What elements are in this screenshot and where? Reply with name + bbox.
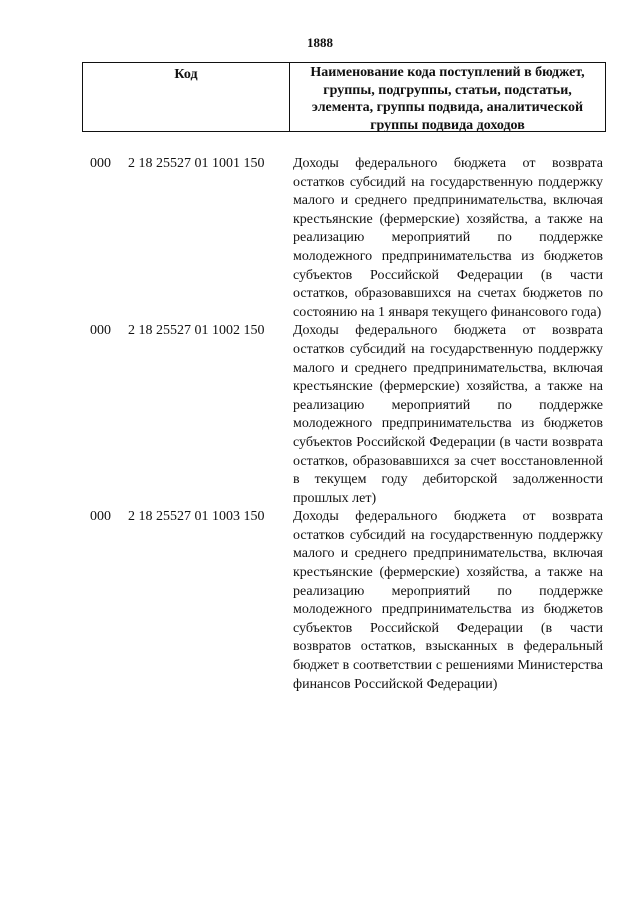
admin-code: 000 bbox=[90, 509, 111, 525]
header-code-column: Код bbox=[83, 63, 290, 131]
table-body bbox=[90, 155, 610, 694]
budget-code: 2 18 25527 01 1001 150 bbox=[128, 156, 265, 171]
header-name-column: Наименование кода поступлений в бюджет, группы, подгруппы, статьи, подстатьи, элемента, группы подвида, аналитической группы подвида доходов bbox=[310, 65, 585, 133]
row-description: Доходы федерального бюджета от возврата остатков субсидий на государственную поддержку малого и среднего предпринимательства, включая крестьянские (фермерские) хозяйства, а также на реализацию мероприятий по поддержке молодежного предпринимательства из бюджетов субъектов Российской Федерации (в части остатков, образовавшихся на счетах бюджетов по состоянию на 1 января текущего финансового года) bbox=[293, 156, 603, 320]
budget-code: 2 18 25527 01 1003 150 bbox=[128, 509, 265, 525]
row-description: Доходы федерального бюджета от возврата остатков субсидий на государственную поддержку малого и среднего предпринимательства, включая крестьянские (фермерские) хозяйства, а также на реализацию мероприятий по поддержке молодежного предпринимательства из бюджетов субъектов Российской Федерации (в части возвратов остатков, взысканных в федеральный бюджет в соответствии с решениями Министерства финансов Российской Федерации) bbox=[293, 509, 603, 692]
page-number: 1888 bbox=[307, 35, 333, 50]
budget-code: 2 18 25527 01 1002 150 bbox=[128, 323, 265, 339]
row-description: Доходы федерального бюджета от возврата остатков субсидий на государственную поддержку малого и среднего предпринимательства, включая крестьянские (фермерские) хозяйства, а также на реализацию мероприятий по поддержке молодежного предпринимательства из бюджетов субъектов Российской Федерации (в части возврата остатков, образовавшихся за счет восстановленной в текущем году дебиторской задолженности прошлых лет) bbox=[293, 323, 603, 506]
table-header bbox=[82, 62, 606, 132]
table-row bbox=[90, 155, 610, 322]
table-row bbox=[90, 508, 610, 694]
admin-code: 000 bbox=[90, 323, 111, 339]
admin-code: 000 bbox=[90, 156, 111, 171]
table-row bbox=[90, 322, 610, 508]
